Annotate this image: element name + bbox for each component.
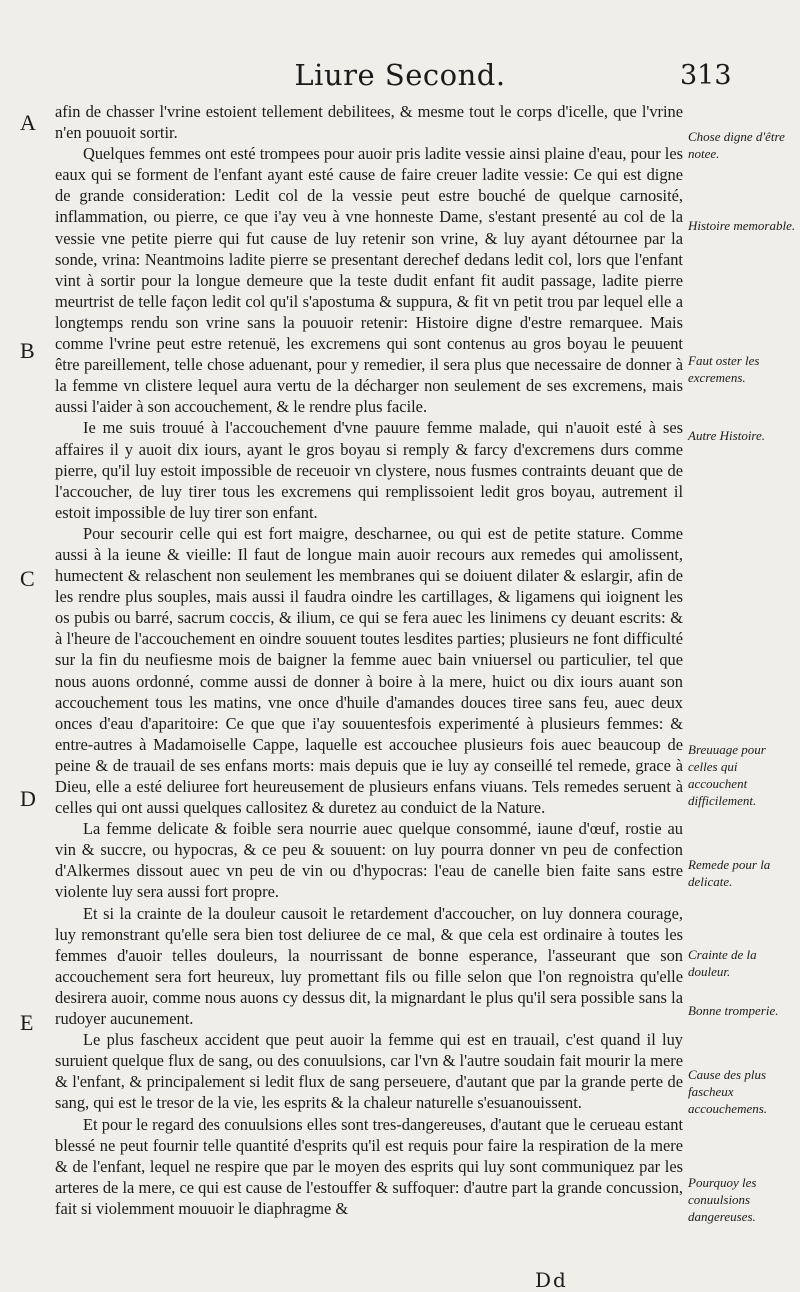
- paragraph: Et si la crainte de la douleur causoit le retardement d'accoucher, on luy donnera courage, luy remonstrant qu'elle sera bien tost deliuree de ce mal, & que cela est ordinaire à toutes les femmes d'auoir telles douleurs, la nourrissant de bonne esperance, l'asseurant que son accouchement sera fort heureux, luy promettant fils ou fille selon que l'on regnoistra qu'elle desirera auoir, comme nous auons cy dessus dit, la mignardant le plus qu'il sera possible sans la rudoyer aucunement.: [55, 903, 683, 1029]
- margin-note: Histoire memorable.: [688, 218, 796, 233]
- margin-note: Bonne tromperie.: [688, 1003, 779, 1018]
- main-text-column: [55, 101, 683, 1219]
- paragraph: Ie me suis trouué à l'accouchement d'vne pauure femme malade, qui n'auoit esté à ses affaires il y auoit dix iours, ayant le gros boyau si remply & farcy d'excremens durs comme pierre, qu'il luy estoit impossible de receuoir vn clystere, nous fusmes contraints deuant que de l'accoucher, de luy tirer tous les excremens qui remplissoient ledit gros boyau, autrement il estoit impossible de luy tirer son enfant.: [55, 418, 683, 522]
- margin-note: Faut oster les excremens.: [688, 353, 760, 385]
- margin-note: Crainte de la douleur.: [688, 947, 757, 979]
- margin-note: Remede pour la delicate.: [688, 857, 771, 889]
- section-letter-c: C: [20, 566, 35, 591]
- paragraph: La femme delicate & foible sera nourrie auec quelque consommé, iaune d'œuf, rostie au vin & succre, ou hypocras, & ce peu & souuent: on luy pourra donner vn peu de confection d'Alkermes dissout auec vn peu de vin ou d'hypocras: l'eau de canelle bien faite sans estre violente luy sera aussi fort propre.: [55, 819, 683, 902]
- section-letter-a: A: [20, 110, 36, 135]
- paragraph: Pour secourir celle qui est fort maigre, descharnee, ou qui est de petite stature. Comme aussi à la ieune & vieille: Il faut de longue main auoir recours aux remedes qui amolissent, humectent & relaschent non seulement les membranes qui se doiuent dilater & eslargir, afin de les rendre plus souples, mais aussi il faudra oindre les cartillages, & ligamens qui ioignent les os pubis ou barré, sacrum coccis, & ilium, ce qui se fera auec les linimens cy deuant escrits: & à l'heure de l'accouchement en oindre souuent toutes lesdites parties; plusieurs ne font difficulté sur la fin du neufiesme mois de baigner la femme auec bain vniuersel ou particulier, tel que nous auons ordonné, comme aussi de donner à boire à la mere, huict ou dix iours auant son accouchement tous les matins, vne once d'huile d'amandes douces tiree sans feu, auec deux onces d'eau d'aparitoire: Ce que que i'ay souuentesfois experimenté à plusieurs femmes: & entre-autres à Madamoiselle Cappe, laquelle est accouchee plusieurs fois auec beaucoup de peine & de trauail de ses enfans morts: mais depuis que ie luy ay conseillé tel remede, grace à Dieu, elle a esté deliuree fort heureusement de plusieurs enfans viuans. Tels remedes seruent à celles qui ont aussi quelques callositez & duretez au conduict de la Nature.: [55, 523, 683, 818]
- paragraph: Et pour le regard des conuulsions elles sont tres-dangereuses, d'autant que le cerueau estant blessé ne peut fournir telle quantité d'esprits qu'il est requis pour faire la respiration de la mere & de l'enfant, lequel ne respire que par le moyen des esprits qui luy sont communiquez par les arteres de la mere, ce qui est cause de l'estouffer & suffoquer: d'autre part la grande concussion, fait si violemment mouuoir le diaphragme &: [55, 1114, 683, 1218]
- section-letter-d: D: [20, 786, 36, 811]
- margin-note: Breuuage pour celles qui accouchent difficilement.: [688, 742, 766, 808]
- margin-note: Pourquoy les conuulsions dangereuses.: [688, 1175, 757, 1224]
- margin-note: Cause des plus fascheux accouchemens.: [688, 1067, 768, 1116]
- section-letter-e: E: [20, 1010, 34, 1035]
- margin-note: Autre Histoire.: [688, 428, 766, 443]
- running-header-title: Liure Second.: [294, 58, 506, 92]
- paragraph: Le plus fascheux accident que peut auoir la femme qui est en trauail, c'est quand il luy suruient quelque flux de sang, ou des conuulsions, car l'vn & l'autre soudain fait mourir la mere & l'enfant, & principalement si ledit flux de sang perseuere, d'autant que par la grande perte de sang, qui est le tresor de la vie, les esprits & la chaleur naturelle s'esuanouissent.: [55, 1030, 683, 1113]
- section-letter-b: B: [20, 338, 35, 363]
- paragraph: Quelques femmes ont esté trompees pour auoir pris ladite vessie ainsi plaine d'eau, pour les eaux qui se forment de l'enfant ayant esté cause de faire creuer ladite vessie: Ce qui est digne de grande consideration: Ledit col de la vessie peut estre bouché de quelque carnosité, inflammation, ou pierre, ce que i'ay veu à vne honneste Dame, s'estant presenté au col de la vessie vne petite pierre qui fut cause de luy retenir son vrine, & luy ayant détournee par la sonde, vrina: Neantmoins ladite pierre se presentant derechef dedans ledit col, lors que l'enfant vint à sortir pour la longue demeure que la teste dudit enfant fit audit passage, ladite pierre meurtrist de telle façon ledit col qu'il s'apostuma & suppura, & fit vn petit trou par lequel elle a longtemps rendu son vrine sans la pouuoir retenir: Histoire digne d'estre remarquee. Mais comme l'vrine peut estre retenuë, les excremens qui sont contenus au gros boyau le peuuent être pareillement, telle chose aduenant, pour y remedier, il sera plus que necessaire de donner à la femme vn clistere lequel aura vertu de la décharger non seulement de ses excremens, mais aussi l'aider à son accouchement, & le rendre plus facile.: [55, 144, 683, 417]
- paragraph: afin de chasser l'vrine estoient tellement debilitees, & mesme tout le corps d'icelle, que l'vrine n'en pouuoit sortir.: [55, 102, 683, 143]
- signature-mark: Dd: [535, 1268, 568, 1292]
- page-number: 313: [680, 60, 732, 91]
- margin-note: Chose digne d'être notee.: [688, 129, 785, 161]
